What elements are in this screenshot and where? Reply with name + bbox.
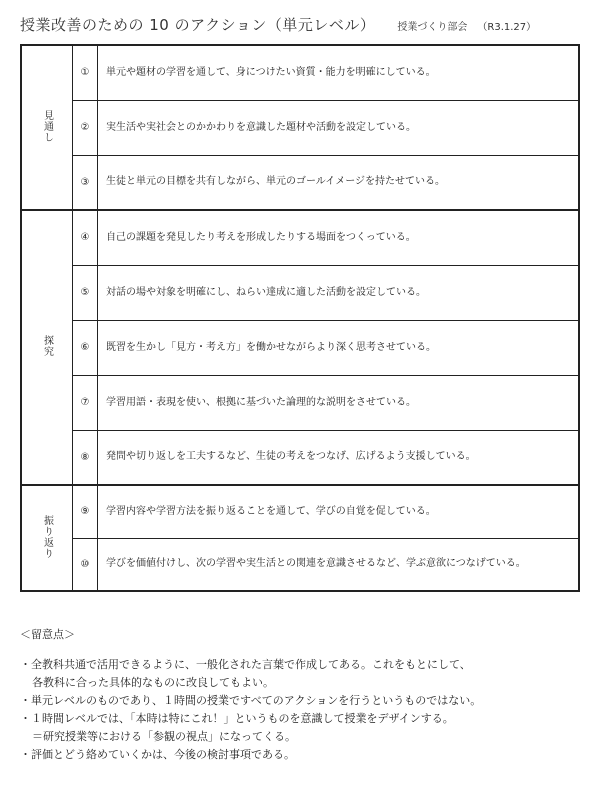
category-label: 振り返り xyxy=(41,514,53,559)
action-number: ① xyxy=(73,45,98,100)
action-text: 生徒と単元の目標を共有しながら、単元のゴールイメージを持たせている。 xyxy=(98,155,580,210)
notes-heading: ＜留意点＞ xyxy=(20,628,75,641)
note-line: ・単元レベルのものであり、１時間の授業ですべてのアクションを行うというものではない。 xyxy=(20,694,482,707)
action-text: 学習用語・表現を使い、根拠に基づいた論理的な説明をさせている。 xyxy=(98,375,580,430)
date-label: （R3.1.27） xyxy=(477,22,537,33)
action-number: ② xyxy=(73,100,98,155)
action-number: ⑤ xyxy=(73,265,98,320)
actions-table xyxy=(20,44,580,592)
page-header xyxy=(20,14,590,34)
action-text: 自己の課題を発見したり考えを形成したりする場面をつくっている。 xyxy=(98,210,580,265)
action-number: ⑩ xyxy=(73,538,98,591)
action-number: ⑧ xyxy=(73,430,98,485)
table-row xyxy=(21,320,579,375)
action-number: ④ xyxy=(73,210,98,265)
table-row xyxy=(21,538,579,591)
category-cell-furikaeri xyxy=(21,485,73,591)
table-row xyxy=(21,430,579,485)
action-number: ③ xyxy=(73,155,98,210)
category-cell-mitooshi xyxy=(21,45,73,210)
action-text: 単元や題材の学習を通して、身につけたい資質・能力を明確にしている。 xyxy=(98,45,580,100)
table-row xyxy=(21,485,579,538)
note-line: ・１時間レベルでは、「本時は特にこれ！」というものを意識して授業をデザインする。 xyxy=(20,712,454,725)
table-row xyxy=(21,375,579,430)
table-row xyxy=(21,45,579,100)
action-text: 実生活や実社会とのかかわりを意識した題材や活動を設定している。 xyxy=(98,100,580,155)
action-text: 学びを価値付けし、次の学習や実生活との関連を意識させるなど、学ぶ意欲につなげている。 xyxy=(98,538,580,591)
action-text: 既習を生かし「見方・考え方」を働かせながらより深く思考させている。 xyxy=(98,320,580,375)
table-row xyxy=(21,155,579,210)
page-title: 授業改善のための 10 のアクション（単元レベル） xyxy=(20,16,376,34)
category-cell-tankyu xyxy=(21,210,73,485)
table-row xyxy=(21,210,579,265)
notes-section xyxy=(20,626,580,764)
table-row xyxy=(21,100,579,155)
action-number: ⑥ xyxy=(73,320,98,375)
category-label: 見通し xyxy=(41,109,53,143)
table-row xyxy=(21,265,579,320)
category-label: 探究 xyxy=(41,335,53,357)
action-number: ⑨ xyxy=(73,485,98,538)
note-line: ・全教科共通で活用できるように、一般化された言葉で作成してある。これをもとにして、 xyxy=(20,658,471,671)
action-text: 対話の場や対象を明確にし、ねらい達成に適した活動を設定している。 xyxy=(98,265,580,320)
action-text: 学習内容や学習方法を振り返ることを通して、学びの自覚を促している。 xyxy=(98,485,580,538)
action-text: 発問や切り返しを工夫するなど、生徒の考えをつなげ、広げるよう支援している。 xyxy=(98,430,580,485)
note-line: ＝研究授業等における「参観の視点」になってくる。 xyxy=(32,730,296,743)
organization-label: 授業づくり部会 xyxy=(397,22,468,33)
note-line: ・評価とどう絡めていくかは、今後の検討事項である。 xyxy=(20,748,295,761)
action-number: ⑦ xyxy=(73,375,98,430)
note-line: 各教科に合った具体的なものに改良してもよい。 xyxy=(32,676,274,689)
